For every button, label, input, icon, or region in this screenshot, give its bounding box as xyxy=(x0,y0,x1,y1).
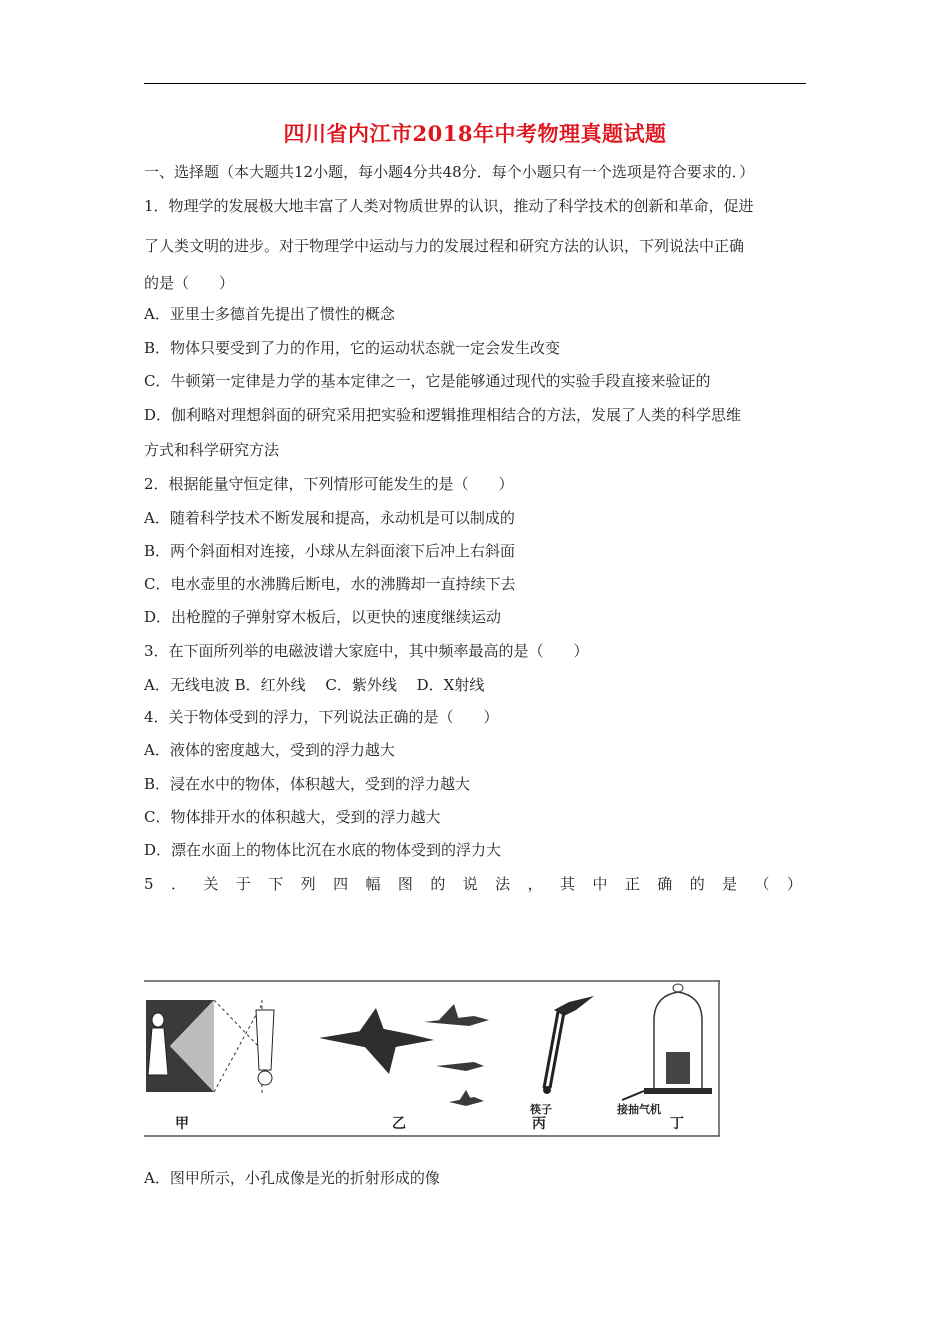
q5-stem-char: 说 xyxy=(462,875,478,893)
q5-stem-char: 正 xyxy=(624,875,640,893)
caption-ding: 丁 xyxy=(670,1116,684,1132)
q2-stem: 2．根据能量守恒定律，下列情形可能发生的是（ ） xyxy=(144,475,514,493)
q3-options: A．无线电波 B．红外线 C．紫外线 D．X射线 xyxy=(144,676,485,694)
q2-option-d: D．出枪膛的子弹射穿木板后，以更快的速度继续运动 xyxy=(144,608,502,626)
light-ray xyxy=(214,1004,262,1092)
q1-stem-line: 1．物理学的发展极大地丰富了人类对物质世界的认识，推动了科学技术的创新和革命，促进 xyxy=(144,197,754,215)
q5-stem-char: ． xyxy=(170,875,186,893)
label-chopsticks: 筷子 xyxy=(530,1103,552,1116)
person-body xyxy=(148,1028,168,1075)
q5-stem-char: 中 xyxy=(592,875,608,893)
caption-jia: 甲 xyxy=(175,1116,189,1132)
section-heading: 一、选择题（本大题共12小题，每小题4分共48分．每个小题只有一个选项是符合要求的．） xyxy=(144,163,755,181)
q2-option-c: C．电水壶里的水沸腾后断电，水的沸腾却一直持续下去 xyxy=(144,575,516,593)
q5-stem-char: 关 xyxy=(203,875,219,893)
fighter-jet xyxy=(436,1062,484,1071)
q1-option-b: B．物体只要受到了力的作用，它的运动状态就一定会发生改变 xyxy=(144,339,561,357)
q4-option-d: D．漂在水面上的物体比沉在水底的物体受到的浮力大 xyxy=(144,841,502,859)
q4-option-c: C．物体排开水的体积越大，受到的浮力越大 xyxy=(144,808,441,826)
jets-figure xyxy=(319,1004,489,1132)
fighter-wing xyxy=(439,1004,459,1020)
q4-stem: 4．关于物体受到的浮力，下列说法正确的是（ ） xyxy=(144,708,499,726)
chopsticks-figure xyxy=(530,996,594,1132)
page-title: 四川省内江市2018年中考物理真题试题 xyxy=(283,121,667,146)
bell-device xyxy=(666,1052,690,1084)
q5-figure-svg xyxy=(144,980,720,1137)
q5-stem-char: （ xyxy=(754,875,770,893)
q5-stem-char: 的 xyxy=(430,875,446,893)
q5-stem-char: 于 xyxy=(235,875,251,893)
q5-stem-char: 列 xyxy=(300,875,316,893)
q5-stem-char: 下 xyxy=(268,875,284,893)
q1-option-c: C．牛顿第一定律是力学的基本定律之一，它是能够通过现代的实验手段直接来验证的 xyxy=(144,372,711,390)
tanker-wing xyxy=(359,1008,384,1032)
caption-bing: 丙 xyxy=(532,1116,546,1132)
q5-stem-char: 5 xyxy=(144,875,154,893)
jar-base xyxy=(644,1088,712,1094)
q5-stem-char: 是 xyxy=(722,875,738,893)
q5-stem-char: 四 xyxy=(333,875,349,893)
q5-stem-char: 图 xyxy=(397,875,413,893)
jar-knob xyxy=(673,984,683,992)
q5-stem-char: 其 xyxy=(560,875,576,893)
q1-option-d-cont: 方式和科学研究方法 xyxy=(144,441,280,459)
q5-figure xyxy=(144,980,720,1137)
q3-stem: 3．在下面所列举的电磁波谱大家庭中，其中频率最高的是（ ） xyxy=(144,642,589,660)
fighter-wing xyxy=(459,1090,472,1101)
person-head xyxy=(152,1013,164,1027)
q5-stem-char: 确 xyxy=(657,875,673,893)
q5-stem-char: 的 xyxy=(689,875,705,893)
image-head xyxy=(258,1071,272,1085)
q1-option-d: D．伽利略对理想斜面的研究采用把实验和逻辑推理相结合的方法，发展了人类的科学思维 xyxy=(144,406,742,424)
light-ray xyxy=(214,1000,262,1050)
food-item xyxy=(543,1086,551,1094)
q5-stem-char: ， xyxy=(527,875,543,893)
q1-stem-line: 的是（ ） xyxy=(144,274,235,292)
q2-option-b: B．两个斜面相对连接，小球从左斜面滚下后冲上右斜面 xyxy=(144,542,516,560)
tanker-wing xyxy=(364,1046,396,1074)
q1-stem-line: 了人类文明的进步。对于物理学中运动与力的发展过程和研究方法的认识，下列说法中正确 xyxy=(144,237,745,255)
pinhole-figure xyxy=(146,1000,274,1132)
q1-option-a: A．亚里士多德首先提出了惯性的概念 xyxy=(144,305,395,323)
label-pump: 接抽气机 xyxy=(617,1103,661,1116)
pump-tube xyxy=(622,1091,644,1100)
q5-stem-char: 法 xyxy=(495,875,511,893)
bell-jar-figure xyxy=(616,984,712,1132)
q5-stem xyxy=(144,874,806,894)
hand-shape xyxy=(554,996,594,1016)
caption-yi: 乙 xyxy=(392,1116,406,1132)
q4-option-b: B．浸在水中的物体，体积越大，受到的浮力越大 xyxy=(144,775,471,793)
q2-option-a: A．随着科学技术不断发展和提高，永动机是可以制成的 xyxy=(144,509,515,527)
q5-stem-char: ） xyxy=(786,875,802,893)
q4-option-a: A．液体的密度越大，受到的浮力越大 xyxy=(144,741,395,759)
image-body xyxy=(256,1010,274,1070)
header-rule xyxy=(144,83,806,84)
q5-stem-char: 幅 xyxy=(365,875,381,893)
q5-option-a: A．图甲所示，小孔成像是光的折射形成的像 xyxy=(144,1169,440,1187)
